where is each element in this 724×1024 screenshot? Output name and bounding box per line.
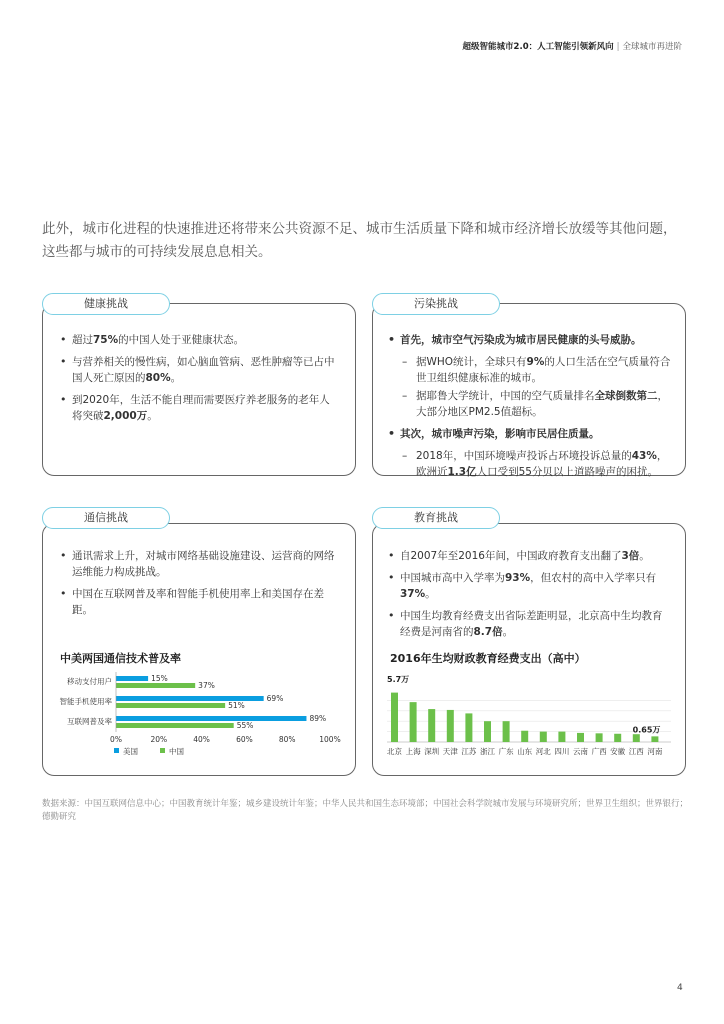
intro-paragraph: 此外，城市化进程的快速推进还将带来公共资源不足、城市生活质量下降和城市经济增长放缓等其他问题，这些都与城市的可持续发展息息相关。	[42, 221, 677, 260]
category-label: 深圳	[424, 747, 440, 756]
bar	[614, 734, 621, 742]
health-list	[60, 332, 338, 430]
bar	[428, 709, 435, 742]
education-spending-chart	[385, 670, 675, 770]
bar	[410, 702, 417, 742]
bar-us	[116, 716, 306, 721]
bar	[391, 693, 398, 742]
pollution-bullet-2: • 其次，城市噪声污染，影响市民居住质量。	[388, 426, 672, 442]
bar-us	[116, 676, 148, 681]
health-bullet-2: • 与营养相关的慢性病，如心脑血管病、恶性肿瘤等已占中国人死亡原因的80%。	[60, 354, 338, 386]
education-bullet-3: • 中国生均教育经费支出省际差距明显，北京高中生均教育经费是河南省的8.7倍。	[388, 608, 672, 640]
bar	[577, 733, 584, 742]
category-label: 广西	[591, 747, 607, 756]
bar-cn	[116, 723, 234, 728]
bar-cn	[116, 703, 225, 708]
category-label: 上海	[405, 747, 421, 756]
x-tick-label: 100%	[319, 735, 341, 744]
header-separator: |	[616, 42, 620, 52]
bar	[447, 710, 454, 742]
min-annotation: 0.65万	[632, 725, 661, 735]
x-tick-label: 40%	[193, 735, 210, 744]
category-label: 江西	[628, 747, 644, 756]
legend-label: 美国	[123, 747, 138, 756]
category-label: 河南	[647, 747, 663, 756]
pollution-sub-2: – 据耶鲁大学统计，中国的空气质量排名全球倒数第二，大部分地区PM2.5值超标。	[388, 388, 672, 420]
bar	[503, 721, 510, 742]
category-label: 北京	[387, 747, 402, 756]
header-title: 超级智能城市2.0：人工智能引领新风向	[462, 42, 614, 52]
category-label: 智能手机使用率	[59, 697, 112, 706]
running-header	[463, 40, 682, 52]
health-bullet-1: • 超过75%的中国人处于亚健康状态。	[60, 332, 338, 348]
category-label: 四川	[554, 747, 570, 756]
legend-label: 中国	[169, 747, 184, 756]
data-label: 51%	[228, 701, 245, 710]
data-label: 15%	[151, 674, 168, 683]
education-bullet-1: • 自2007年至2016年间，中国政府教育支出翻了3倍。	[388, 548, 672, 564]
pollution-sub-1: – 据WHO统计，全球只有9%的人口生活在空气质量符合世卫组织健康标准的城市。	[388, 354, 672, 386]
x-tick-label: 80%	[278, 735, 296, 744]
data-label: 69%	[266, 694, 284, 703]
health-bullet-3: • 到2020年，生活不能自理而需要医疗养老服务的老年人将突破2,000万。	[60, 392, 338, 424]
category-label: 广东	[498, 747, 514, 756]
x-tick-label: 60%	[236, 735, 253, 744]
telecom-chart-title: 中美两国通信技术普及率	[60, 652, 181, 665]
bar	[633, 734, 640, 742]
category-label: 移动支付用户	[67, 677, 112, 686]
page-number: 4	[677, 983, 683, 993]
education-list	[388, 548, 672, 646]
bar	[651, 736, 658, 742]
telecom-bullet-2: • 中国在互联网普及率和智能手机使用率上和美国存在差距。	[60, 586, 338, 618]
legend-swatch	[114, 748, 119, 753]
x-tick-label: 0%	[110, 735, 122, 744]
telecom-bullet-1: • 通讯需求上升，对城市网络基础设施建设、运营商的网络运维能力构成挑战。	[60, 548, 338, 580]
header-subtitle: 全球城市再进阶	[622, 42, 682, 52]
x-tick-label: 20%	[150, 735, 168, 744]
education-chart-title: 2016年生均财政教育经费支出（高中）	[390, 652, 586, 665]
telecom-list	[60, 548, 338, 624]
bar	[558, 732, 565, 742]
bar	[521, 731, 528, 742]
category-label: 互联网普及率	[67, 717, 112, 726]
pollution-bullet-1: • 首先，城市空气污染成为城市居民健康的头号威胁。	[388, 332, 672, 348]
data-label: 55%	[236, 721, 254, 730]
category-label: 江苏	[461, 747, 477, 756]
category-label: 河北	[535, 747, 551, 756]
bar-cn	[116, 683, 195, 688]
category-label: 天津	[442, 747, 458, 756]
education-bullet-2: • 中国城市高中入学率为93%，但农村的高中入学率只有37%。	[388, 570, 672, 602]
bar	[540, 732, 547, 742]
data-source-note: 数据来源：中国互联网信息中心；中国教育统计年鉴；城乡建设统计年鉴；中华人民共和国生态环境部；中国社会科学院城市发展与环境研究所；世界卫生组织；世界银行；德勤研究	[42, 799, 689, 822]
telecom-tag: 通信挑战	[42, 507, 170, 529]
telecom-adoption-chart	[48, 668, 348, 778]
pollution-list	[388, 332, 672, 482]
bar	[596, 733, 603, 742]
category-label: 云南	[573, 747, 588, 756]
bar	[465, 713, 472, 742]
max-annotation: 5.7万	[387, 675, 410, 684]
legend-swatch	[160, 748, 165, 753]
education-tag: 教育挑战	[372, 507, 500, 529]
pollution-sub-3: – 2018年，中国环境噪声投诉占环境投诉总量的43%，欧洲近1.3亿人口受到55分贝以上道路噪声的困扰。	[388, 448, 672, 480]
health-tag: 健康挑战	[42, 293, 170, 315]
data-label: 89%	[309, 714, 327, 723]
category-label: 安徽	[610, 747, 626, 756]
category-label: 山东	[517, 747, 533, 756]
category-label: 浙江	[480, 747, 495, 756]
data-label: 37%	[198, 681, 215, 690]
pollution-tag: 污染挑战	[372, 293, 500, 315]
bar	[484, 721, 491, 742]
